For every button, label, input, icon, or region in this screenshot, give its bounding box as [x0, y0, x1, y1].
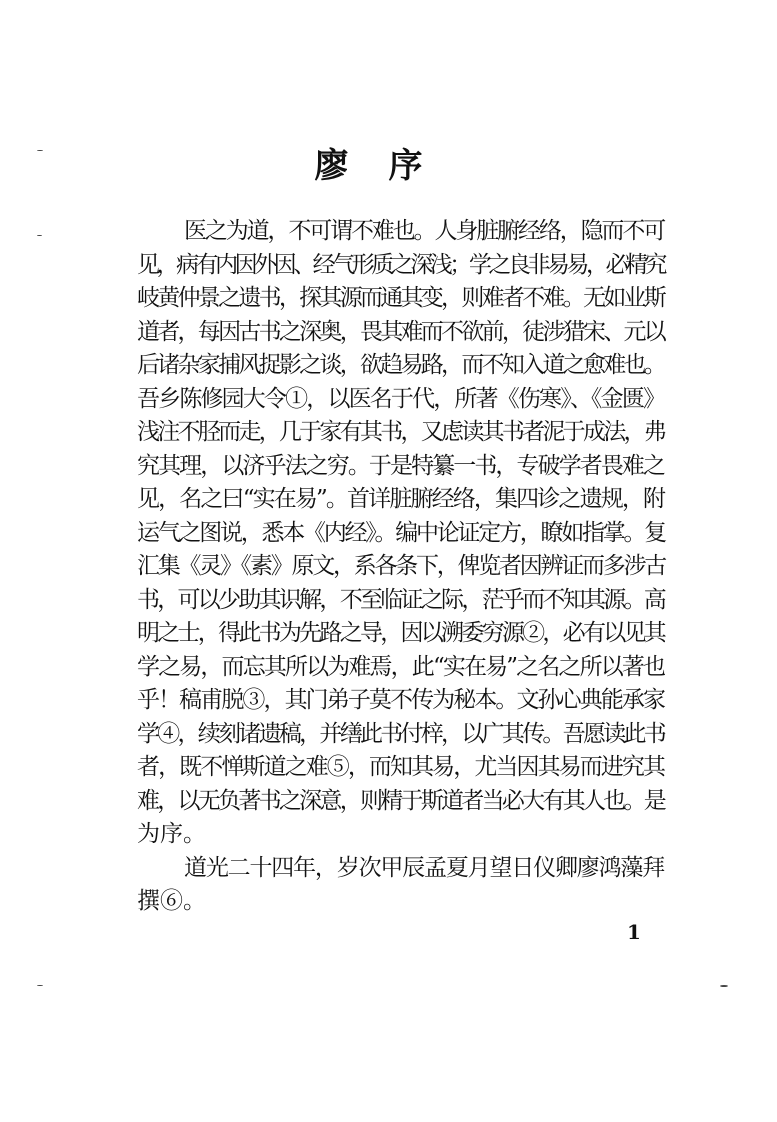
- scan-speck: [37, 150, 43, 151]
- text-line: 医之为道，不可谓不难也。人身脏腑经络，隐而不可: [184, 218, 664, 244]
- text-line: 岐黄仲景之遗书，探其源而通其变，则难者不难。无如业斯: [137, 285, 664, 311]
- text-line: 汇集《灵》《素》原文，系各条下，俾览者因辨证而多涉古: [137, 553, 665, 579]
- page-title: 廖序: [314, 146, 463, 186]
- text-line: 明之士，得此书为先路之导，因以溯委穷源②，必有以见其: [137, 620, 664, 646]
- paragraph-signature: [137, 852, 664, 919]
- scan-speck: [37, 235, 42, 236]
- text-line: 吾乡陈修园大令①，以医名于代，所著《伤寒》、《金匮》: [137, 385, 664, 412]
- scan-speck: [720, 985, 728, 987]
- text-line: 运气之图说，悉本《内经》。编中论证定方，瞭如指掌。复: [137, 519, 665, 546]
- preface-body: [137, 215, 664, 919]
- text-line: 学④，续刻诸遗稿，并缮此书付梓，以广其传。吾愿读此书: [137, 720, 664, 747]
- text-line: 浅注不胫而走，几于家有其书，又虑读其书者泥于成法，弗: [137, 419, 664, 445]
- text-line: 难，以无负著书之深意，则精于斯道者当必大有其人也。是: [137, 787, 664, 814]
- text-line: 学之易，而忘其所以为难焉，此“实在易”之名之所以著也: [137, 653, 664, 680]
- text-line: 撰⑥。: [137, 888, 206, 914]
- page-number: 1: [627, 920, 641, 944]
- text-line: 书，可以少助其识解，不至临证之际，茫乎而不知其源。高: [137, 586, 664, 613]
- text-line: 道者，每因古书之深奥，畏其难而不欲前，徒涉猎宋、元以: [137, 318, 664, 345]
- text-line: 见，病有内因外因、经气形质之深浅；学之良非易易，必精究: [137, 251, 664, 278]
- text-line: 后诸杂家捕风捉影之谈，欲趋易路，而不知入道之愈难也。: [137, 352, 664, 378]
- text-line: 道光二十四年，岁次甲辰孟夏月望日仪卿廖鸿藻拜: [184, 854, 664, 881]
- text-line: 究其理，以济乎法之穷。于是特纂一书，专破学者畏难之: [137, 452, 664, 479]
- text-line: 见，名之曰“实在易”。首详脏腑经络，集四诊之遗规，附: [137, 486, 664, 512]
- paragraph-main: [137, 215, 664, 852]
- text-line: 者，既不惮斯道之难⑤，而知其易，尤当因其易而进究其: [137, 754, 664, 780]
- scan-speck: [37, 985, 43, 986]
- text-line: 乎！稿甫脱③，其门弟子莫不传为秘本。文孙心典能承家: [137, 687, 664, 713]
- text-line: 为序。: [137, 821, 206, 847]
